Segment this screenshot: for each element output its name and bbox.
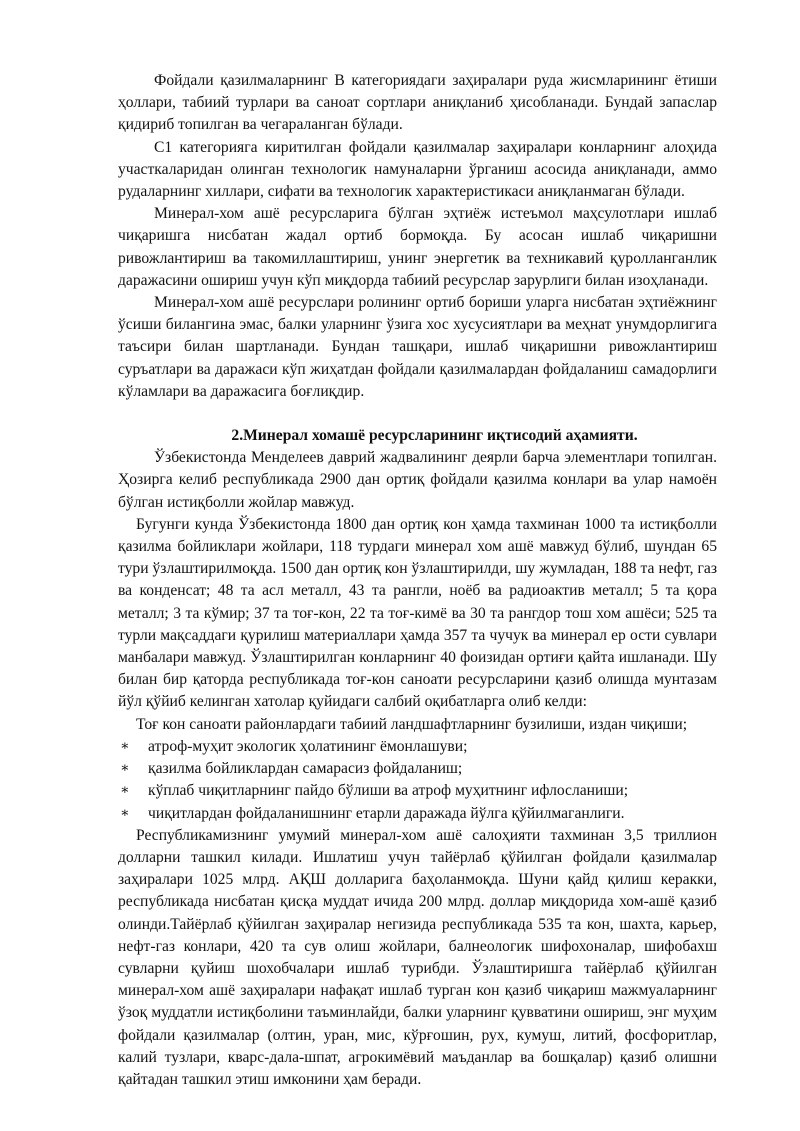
paragraph-role-growth: Минерал-хом ашё ресурслари ролининг ортиб бориши уларга нисбатан эҳтиёжнинг ўсиши билангина эмас, балки уларнинг ўзига хос хусусиятлари ва меҳнат унумдорлигига таъсири билан шартланади. Бундан ташқари, ишлаб чиқаришни ривожлантириш суръатлари ва даражаси кўп жиҳатдан фойдали қазилмалардан фойдаланиш самадорлиги кўламлари ва даражасига боғлиқдир. bbox=[118, 294, 717, 400]
consequences-list bbox=[118, 736, 717, 825]
list-item-text: атроф-муҳит экологик ҳолатининг ёмонлашуви; bbox=[148, 737, 468, 755]
list-item-text: қазилма бойликлардан самарасиз фойдаланиш; bbox=[148, 760, 463, 778]
bullet-asterisk-icon: ∗ bbox=[120, 761, 130, 777]
list-item bbox=[118, 803, 717, 825]
paragraph-c1-category: C1 категорияга киритилган фойдали қазилмалар заҳиралари конларнинг алоҳида участкаларидан олинган технологик намуналарни ўрганиш асосида аниқланади, аммо рудаларнинг хиллари, сифати ва технологик характеристикаси аниқланмаган бўлади. bbox=[118, 138, 717, 201]
list-item bbox=[118, 758, 717, 780]
list-item-text: кўплаб чиқитларнинг пайдо бўлиши ва атроф муҳитнинг ифлосланиши; bbox=[148, 782, 629, 800]
paragraph-potential: Республикамизнинг умумий минерал-хом ашё салоҳияти тахминан 3,5 триллион долларни ташкил килади. Ишлатиш учун тайёрлаб қўйилган фойдали қазилмалар заҳиралари 1025 млрд. АҚШ долларига баҳоланмоқда. Шуни қайд қилиш керакки, республикада нисбатан қисқа муддат ичида 200 млрд. доллар миқдорида хом-ашё қазиб олинди.Тайёрлаб қўйилган заҳиралар негизида республикада 535 та кон, шахта, карьер, нефт-газ конлари, 420 та сув олиш жойлари, балнеологик шифохоналар, шифобахш сувларни қуйиш шохобчалари ишлаб турибди. Ўзлаштиришга тайёрлаб қўйилган минерал-хом ашё заҳиралари нафақат ишлаб турган кон қазиб чиқариш мажмуаларнинг ўзоқ муддатли истиқболини таъминлайди, балки уларнинг қувватини ошириш, энг муҳим фойдали қазилмалар (олтин, уран, мис, кўрғошин, рух, кумуш, литий, фосфоритлар, калий тузлари, кварс-дала-шпат, агрокимёвий маъданлар ва бошқалар) қазиб олишни қайтадан ташкил этиш имконини ҳам беради. bbox=[118, 826, 717, 1088]
paragraph-demand-growth: Минерал-хом ашё ресурсларига бўлган эҳтиёж истеъмол маҳсулотлари ишлаб чиқаришга нисбатан жадал ортиб бормоқда. Бу асосан ишлаб чиқаришни ривожлантириш ва такомиллаштириш, унинг энергетик ва техникавий қуролланганлик даражасини ошириш учун кўп миқдорда табиий ресурслар зарурлиги билан изоҳланади. bbox=[118, 205, 717, 289]
list-item bbox=[118, 780, 717, 802]
section-heading: 2.Минерал хомашё ресурсларининг иқтисодий аҳамияти. bbox=[231, 427, 638, 445]
bullet-asterisk-icon: ∗ bbox=[120, 805, 130, 821]
paragraph-uzbekistan-intro: Ўзбекистонда Менделеев даврий жадвалининг деярли барча элементлари топилган. Ҳозирга келиб республикада 2900 дан ортиқ фойдали қазилма конлари ва улар намоён бўлган истиқболли жойлар мавжуд. bbox=[118, 449, 717, 511]
list-item bbox=[118, 736, 717, 758]
list-item-text: чиқитлардан фойдаланишнинг етарли даражада йўлга қўйилмаганлиги. bbox=[148, 804, 625, 822]
bullet-asterisk-icon: ∗ bbox=[120, 783, 130, 799]
paragraph-b-category: Фойдали қазилмаларнинг B категориядаги заҳиралари руда жисмларининг ётиши ҳоллари, табиий турлари ва саноат сортлари аниқланиб ҳисобланади. Бундай запаслар қидириб топилган ва чегараланган бўлади. bbox=[118, 72, 717, 134]
paragraph-today: Бугунги кунда Ўзбекистонда 1800 дан ортиқ кон ҳамда тахминан 1000 та истиқболли қазилма бойликлари жойлари, 118 турдаги минерал хом ашё мавжуд бўлиб, шундан 65 тури ўзлаштирилмоқда. 1500 дан ортиқ кон ўзлаштирилди, шу жумладан, 188 та нефт, газ ва конденсат; 48 та асл металл, 43 та рангли, ноёб ва радиоактив металл; 5 та қора металл; 3 та кўмир; 37 та тоғ-кон, 22 та тоғ-кимё ва 30 та рангдор тош хом ашёси; 525 та турли мақсаддаги қурилиш материаллари ҳамда 357 та чучук ва минерал ер ости сувлари манбалари мавжуд. Ўзлаштирилган конларнинг 40 фоизидан ортиғи қайта ишланади. Шу билан бир қаторда республикада тоғ-кон саноати ресурсларини қазиб олишда мунтазам йўл қўйиб келинган хатолар қуйидаги салбий оқибатларга олиб келди: bbox=[118, 515, 717, 711]
bullet-asterisk-icon: ∗ bbox=[120, 738, 130, 754]
paragraph-mining-areas: Тоғ кон саноати районлардаги табиий ландшафтларнинг бузилиши, издан чиқиши; bbox=[136, 715, 688, 733]
